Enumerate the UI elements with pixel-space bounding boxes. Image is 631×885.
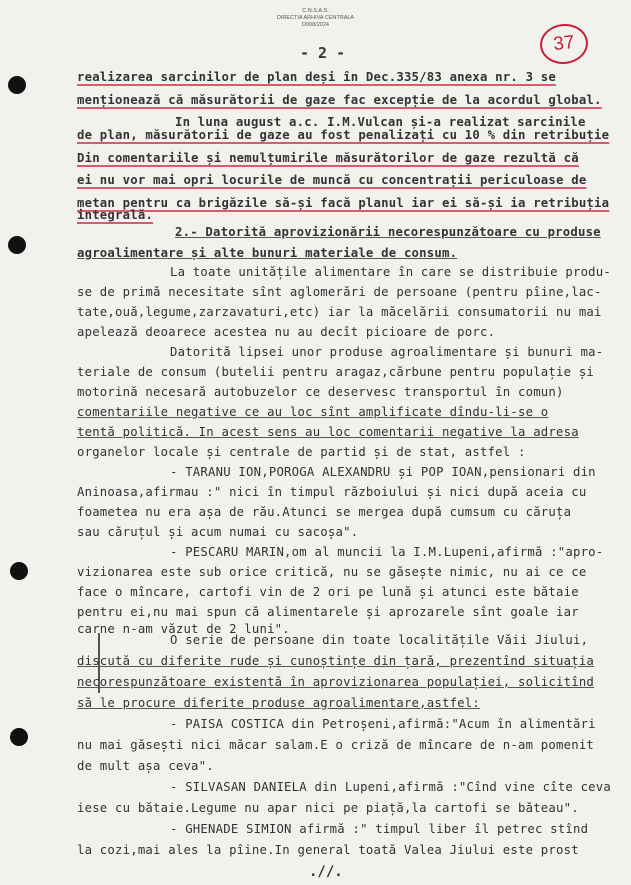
section-heading: 2.- Datorită aprovizionării necorespunzătoare cu produse xyxy=(175,225,601,239)
punch-hole-icon xyxy=(10,728,28,746)
text-line: ei nu vor mai opri locurile de muncă cu concentrații periculoase de xyxy=(77,173,587,187)
text-line: Din comentariile și nemulțumirile măsurătorilor de gaze rezultă că xyxy=(77,151,579,165)
text-line: de mult așa ceva". xyxy=(77,759,214,773)
text-line: comentariile negative ce au loc sînt amplificate dîndu-li-se o xyxy=(77,405,549,419)
text-line: tentă politică. In acest sens au loc comentarii negative la adresa xyxy=(77,425,579,439)
text-line: O serie de persoane din toate localitățile Văii Jiului, xyxy=(170,633,589,647)
text-line: iese cu bătaie.Legume nu apar nici pe piață,la cartofi se băteau". xyxy=(77,801,579,815)
text-line: organelor locale și centrale de partid și de stat, astfel : xyxy=(77,445,526,459)
text-line: Aninoasa,afirmau :" nici în timpul războiului și nici după aceia cu xyxy=(77,485,587,499)
text-line: face o mîncare, cartofi vin de 2 ori pe lună și atunci este bătaie xyxy=(77,585,579,599)
text-line: La toate unitățile alimentare în care se distribuie produ- xyxy=(170,265,611,279)
text-line: foametea nu era așa de rău.Atunci se mergea după cumsum cu căruța xyxy=(77,505,572,519)
text-line: apelează deoarece acestea nu au decît picioare de porc. xyxy=(77,325,496,339)
text-line: teriale de consum (butelii pentru aragaz,cărbune pentru populație și xyxy=(77,365,595,379)
text-line: metan pentru ca brigăzile să-și facă planul iar ei să-și ia retribuția xyxy=(77,196,610,210)
text-line: tate,ouă,legume,zarzavaturi,etc) iar la măcelării consumatorii nu mai xyxy=(77,305,602,319)
text-line: - SILVASAN DANIELA din Lupeni,afirmă :"Cînd vine cîte ceva xyxy=(170,780,611,794)
punch-hole-icon xyxy=(8,236,26,254)
text-line: sau căruțul și acum numai cu sacoșa". xyxy=(77,525,359,539)
text-line: să le procure diferite produse agroalimentare,astfel: xyxy=(77,696,480,710)
text-line: se de primă necesitate sînt aglomerări de persoane (pentru pîine,lac- xyxy=(77,285,602,299)
text-line: Datorită lipsei unor produse agroalimentare și bunuri ma- xyxy=(170,345,604,359)
text-line: - TARANU ION,POROGA ALEXANDRU și POP IOAN,pensionari din xyxy=(170,465,596,479)
stamp-line: D008/2024 xyxy=(302,22,329,28)
text-line: de plan, măsurătorii de gaze au fost penalizați cu 10 % din retribuție xyxy=(77,128,610,142)
stamp-line: DIRECTIA ARHIVA CENTRALA xyxy=(276,15,355,21)
text-line: pentru ei,nu mai spun că alimentarele și aprozarele sînt goale iar xyxy=(77,605,579,619)
text-line: carne n-am văzut de 2 luni". xyxy=(77,622,290,636)
stamp-line: C.N.S.A.S. xyxy=(302,8,329,14)
punch-hole-icon xyxy=(8,76,26,94)
text-line: discută cu diferite rude și cunoștințe din țară, prezentînd situația xyxy=(77,654,595,668)
archive-stamp xyxy=(0,8,631,29)
text-line: integrală. xyxy=(77,208,154,222)
text-line: vizionarea este sub orice critică, nu se găsește nimic, nu ai ce ce xyxy=(77,565,587,579)
text-line: nu mai găsești nici măcar salam.E o criză de mîncare de n-am pomenit xyxy=(77,738,595,752)
text-line: motorină necesară autobuzelor ce deservesc transportul în comun) xyxy=(77,385,564,399)
section-heading: agroalimentare și alte bunuri materiale de consum. xyxy=(77,246,458,260)
text-line: la cozi,mai ales la pîine.In general toată Valea Jiului este prost xyxy=(77,843,579,857)
text-line: - PESCARU MARIN,om al muncii la I.M.Lupeni,afirmă :"apro- xyxy=(170,545,604,559)
text-line: In luna august a.c. I.M.Vulcan și-a realizat sarcinile xyxy=(175,115,586,129)
text-line: menționează că măsurătorii de gaze fac excepție de la acordul global. xyxy=(77,93,602,107)
text-line: necorespunzătoare existentă în aprovizionarea populației, solicitînd xyxy=(77,675,595,689)
page-number: - 2 - xyxy=(300,44,346,62)
continuation-mark: .//. xyxy=(309,864,343,880)
punch-hole-icon xyxy=(10,562,28,580)
folio-number-circled: 37 xyxy=(538,22,590,67)
text-line: - PAISA COSTICA din Petroșeni,afirmă:"Acum în alimentări xyxy=(170,717,596,731)
text-line: - GHENADE SIMION afirmă :" timpul liber îl petrec stînd xyxy=(170,822,589,836)
text-line: realizarea sarcinilor de plan deși în Dec.335/83 anexa nr. 3 se xyxy=(77,70,557,84)
